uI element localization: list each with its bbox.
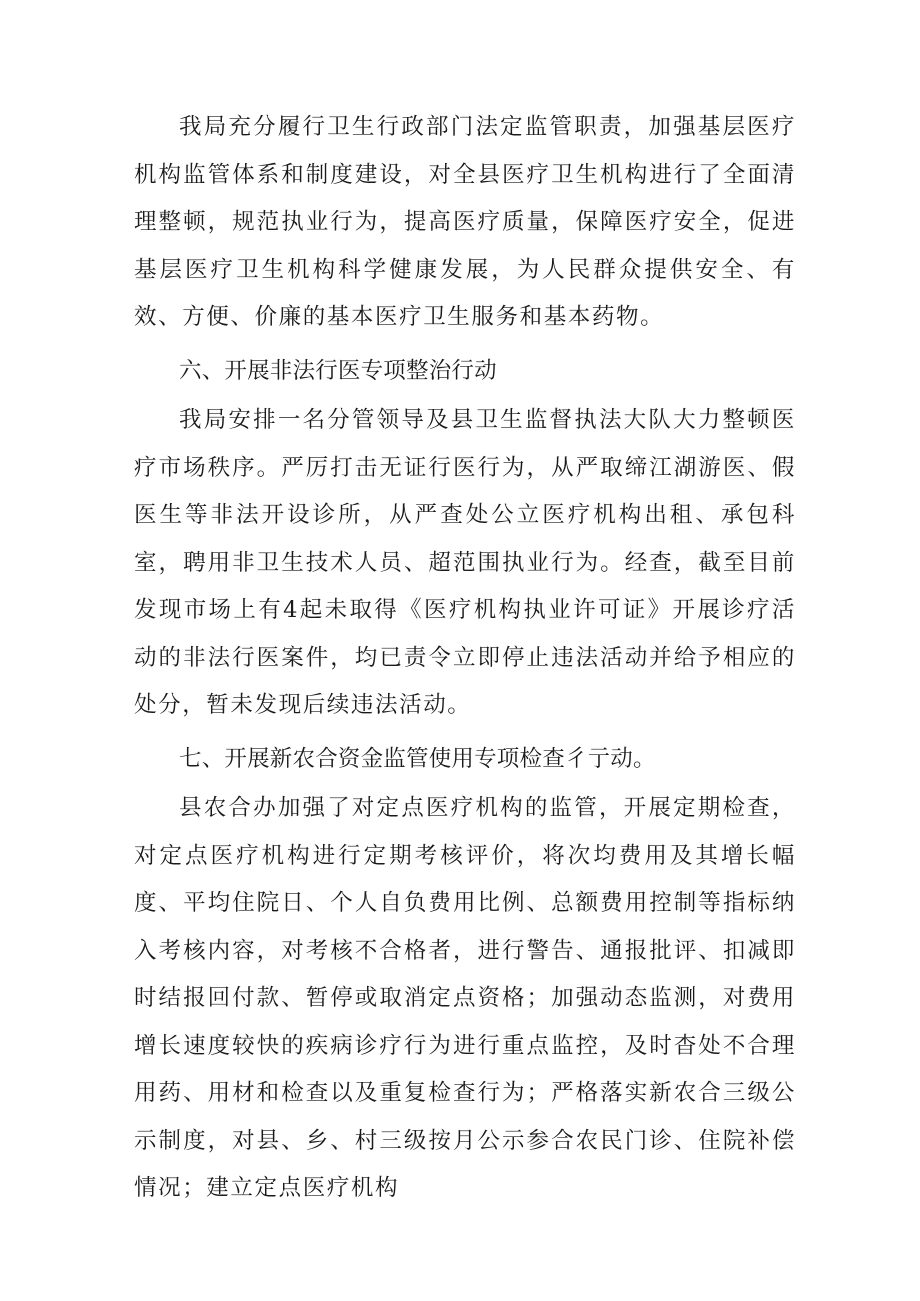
paragraph-illegal-practice: 我局安排一名分管领导及县卫生监督执法大队大力整顿医疗市场秩序。严厉打击无证行医行为，从严取缔江湖游医、假医生等非法开设诊所，从严查处公立医疗机构出租、承包科室，聘用非卫生技术人员、超范围执业行为。经查，截至目前发现市场上有4起未取得《医疗机构执业许可证》开展诊疗活动的非法行医案件，均已责令立即停止违法活动并给予相应的处分，暂未发现后续违法活动。	[134, 407, 796, 718]
paragraph-supervision: 我局充分履行卫生行政部门法定监管职责，加强基层医疗机构监管体系和制度建设，对全县医疗卫生机构进行了全面清理整顿，规范执业行为，提高医疗质量，保障医疗安全，促进基层医疗卫生机构科学健康发展，为人民群众提供安全、有效、方便、价廉的基本医疗卫生服务和基本药物。	[134, 114, 796, 330]
document-body	[134, 104, 796, 1213]
paragraph-ncms-fund: 县农合办加强了对定点医疗机构的监管，开展定期检查，对定点医疗机构进行定期考核评价，将次均费用及其增长幅度、平均住院日、个人自负费用比例、总额费用控制等指标纳入考核内容，对考核不合格者，进行警告、通报批评、扣减即时结报回付款、暂停或取消定点资格；加强动态监测，对费用增长速度较快的疾病诊疗行为进行重点监控，及时杳处不合理用药、用材和检查以及重复检查行为；严格落实新农合三级公示制度，对县、乡、村三级按月公示参合农民门诊、住院补偿情况；建立定点医疗机构	[134, 795, 796, 1201]
section-heading-six: 六、开展非法行医专项整治行动	[179, 357, 497, 384]
section-heading-seven: 七、开展新农合资金监管使用专项检查彳亍动。	[179, 745, 656, 772]
